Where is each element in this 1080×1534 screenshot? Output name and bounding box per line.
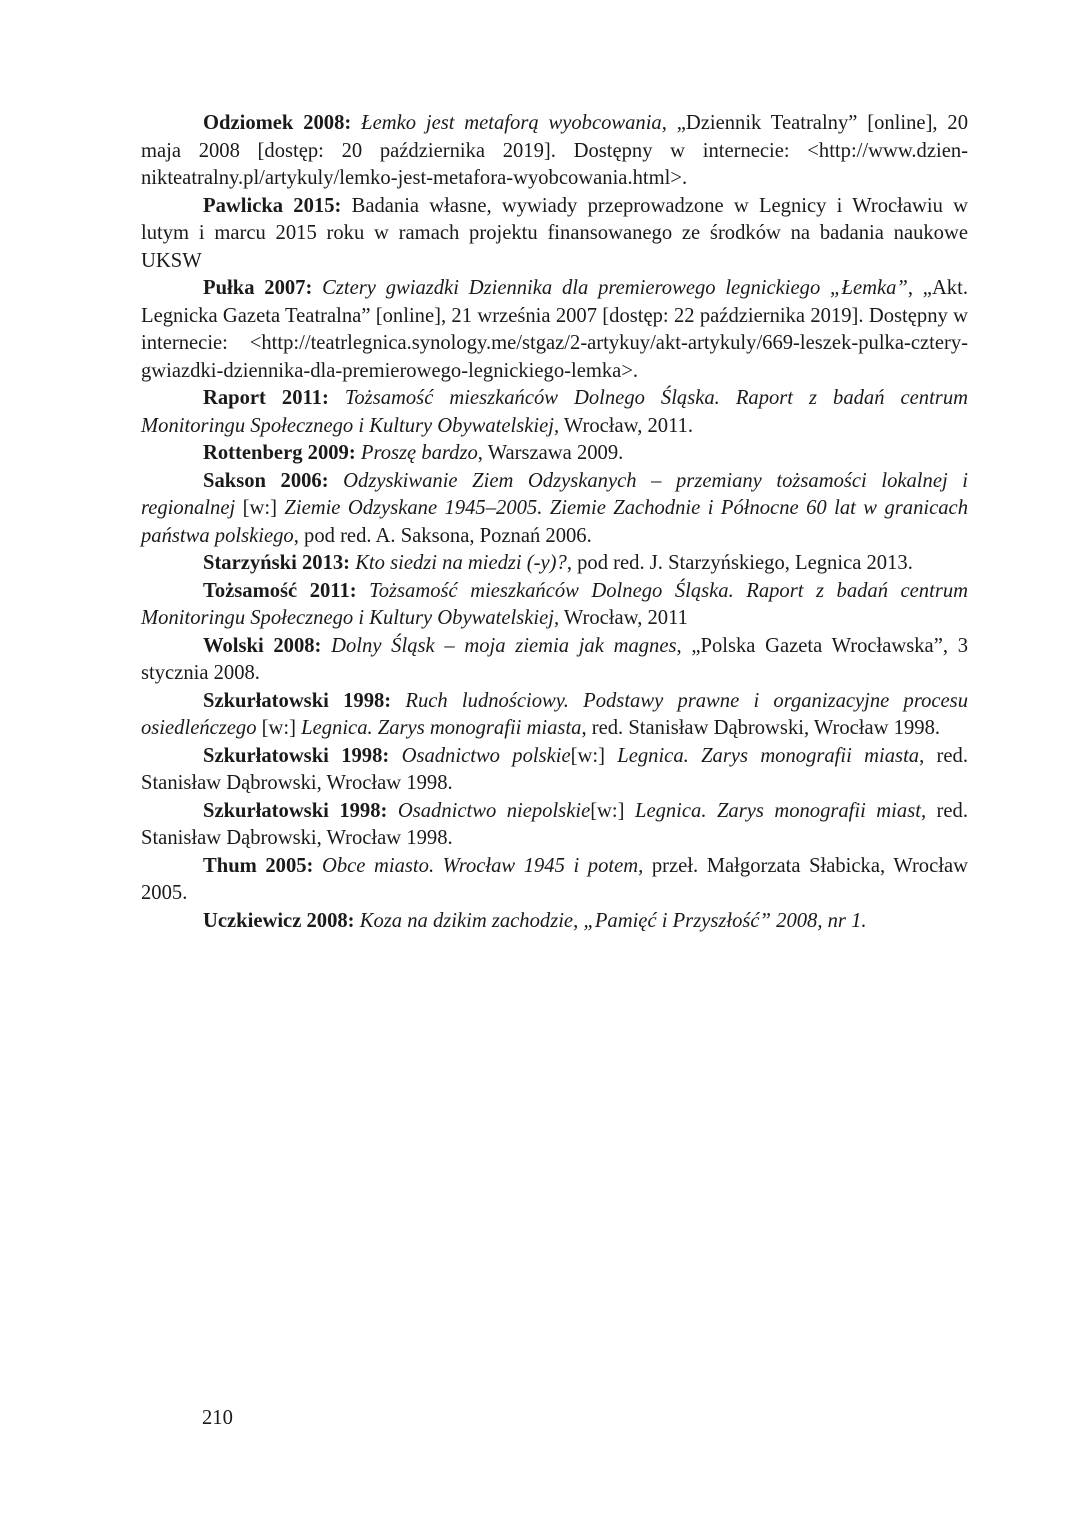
entry-title-italic: Legnica. Zarys monografii miasta [301, 717, 582, 739]
entry-citation-key: Pawlicka 2015: [203, 194, 342, 217]
entry-title-italic: Odzyskiwanie Ziem Odzyskanych – przemiany tożsamości lokalnej i regionalnej [141, 469, 968, 519]
bibliography-entry [141, 578, 968, 633]
entry-text: , „Dziennik Teatralny” [online], 20 maja 2008 [dostęp: 20 października 2019]. Dostępny w internecie: <http://www.dziennikteatralny.pl/artykuly/lemko-jest-metafora-wyobcowania.html>. [141, 112, 968, 189]
entry-citation-key: Rottenberg 2009: [203, 442, 356, 464]
entry-title-italic: Obce miasto. Wrocław 1945 i potem [322, 854, 639, 877]
entry-title-italic: Legnica. Zarys monografii miasta [617, 744, 920, 767]
entry-title-italic: Legnica. Zarys monografii miast, [634, 799, 927, 822]
entry-text [391, 690, 405, 712]
bibliography-entry [141, 550, 968, 578]
entry-text: , przeł. Małgorzata Słabicka, Wrocław 2005. [141, 854, 968, 904]
entry-text [329, 470, 344, 492]
entry-title-italic: „Pamięć i Przyszłość” 2008, nr 1. [583, 909, 867, 932]
entry-title-italic: Dolny Śląsk – moja ziemia jak magnes [331, 634, 677, 657]
bibliography-entry [141, 908, 968, 936]
entry-text: , red. Stanisław Dąbrowski, Wrocław 1998. [581, 717, 941, 739]
page-number: 210 [202, 1407, 233, 1429]
entry-text [387, 800, 397, 822]
bibliography-entry [141, 853, 968, 908]
entry-text [389, 745, 401, 767]
bibliography-list [141, 110, 968, 935]
bibliography-entry [141, 688, 968, 743]
entry-title-italic: Ziemie Odzyskane 1945–2005. Ziemie Zachodnie i Północne 60 lat w granicach państwa polskiego [141, 497, 968, 547]
entry-citation-key: Starzyński 2013: [203, 552, 351, 574]
entry-title-italic: Osadnictwo niepolskie [397, 799, 591, 822]
entry-citation-key: Szkurłatowski 1998: [203, 799, 388, 822]
bibliography-entry [141, 275, 968, 385]
entry-text: red. Stanisław Dąbrowski, Wrocław 1998. [141, 799, 968, 849]
entry-text: , pod red. J. Starzyńskiego, Legnica 2013. [566, 552, 913, 574]
entry-text: Badania własne, wywiady przeprowadzone w Legnicy i Wrocławiu w lutym i marcu 2015 roku w ramach projektu finansowanego ze środków na badania naukowe UKSW [141, 194, 968, 272]
entry-text: , red. Stanisław Dąbrowski, Wrocław 1998. [141, 744, 969, 794]
entry-title-italic: Łemko jest metaforą wyobcowania [361, 112, 662, 134]
entry-text [329, 387, 345, 409]
entry-text: Wrocław, 2011 [559, 607, 688, 629]
entry-citation-key: Uczkiewicz 2008: [203, 909, 355, 932]
bibliography-entry [141, 110, 968, 193]
entry-citation-key: Sakson 2006: [203, 469, 329, 492]
entry-title-italic: Kto siedzi na miedzi (-y)? [355, 552, 567, 574]
entry-title-italic: Tożsamość mieszkańców Dolnego Śląska. Raport z badań centrum Monitoringu Społecznego i Kultury Obywatelskiej, [141, 387, 968, 437]
entry-citation-key: Wolski 2008: [203, 634, 322, 657]
entry-text [357, 580, 370, 602]
bibliography-entry [141, 193, 968, 276]
entry-text: , pod red. A. Saksona, Poznań 2006. [293, 524, 592, 547]
entry-text [313, 855, 322, 877]
bibliography-entry [141, 468, 968, 551]
entry-citation-key: Thum 2005: [203, 854, 314, 877]
entry-text [312, 277, 322, 299]
entry-text [351, 112, 361, 134]
entry-title-italic: Koza na dzikim zachodzie [359, 909, 574, 932]
entry-text: , „Akt. Legnicka Gazeta Teatralna” [online], 21 września 2007 [dostęp: 22 października 2019]. Dostępny w internecie: <http://teatrlegnica.synology.me/stgaz/2-artykuy/akt-artykuly/669-leszek-pulka-cztery-gwiazdki-dziennika-dla-premierowego-legnickiego-lemka>. [141, 277, 968, 382]
entry-text: [w:] [570, 744, 618, 767]
entry-text: , [573, 909, 584, 932]
entry-title-italic: Cztery gwiazdki Dziennika dla premierowego legnickiego „Łemka” [322, 277, 908, 299]
entry-citation-key: Odziomek 2008: [203, 112, 352, 134]
entry-title-italic: Osadnictwo polskie [401, 744, 571, 767]
entry-citation-key: Tożsamość 2011: [203, 579, 357, 602]
entry-text: [w:] [590, 799, 635, 822]
entry-title-italic: Proszę bardzo [360, 442, 478, 464]
entry-text: Wrocław, 2011. [559, 414, 694, 437]
entry-text: [w:] [256, 717, 302, 739]
bibliography-entry [141, 385, 968, 440]
bibliography-entry [141, 798, 968, 853]
entry-citation-key: Szkurłatowski 1998: [203, 689, 392, 712]
entry-text: [w:] [235, 497, 285, 519]
entry-text: , „Polska Gazeta Wrocławska”, 3 stycznia 2008. [141, 634, 968, 684]
entry-title-italic: Ruch ludnościowy. Podstawy prawne i organizacyjne procesu osiedleńczego [141, 689, 968, 739]
bibliography-entry [141, 440, 968, 468]
entry-text: , Warszawa 2009. [477, 442, 624, 464]
entry-citation-key: Pułka 2007: [203, 277, 313, 299]
entry-title-italic: Tożsamość mieszkańców Dolnego Śląska. Raport z badań centrum Monitoringu Społecznego i Kultury Obywatelskiej, [141, 579, 969, 629]
bibliography-entry [141, 743, 968, 798]
entry-citation-key: Szkurłatowski 1998: [203, 744, 390, 767]
entry-citation-key: Raport 2011: [203, 387, 329, 409]
bibliography-entry [141, 633, 968, 688]
entry-text [321, 635, 331, 657]
